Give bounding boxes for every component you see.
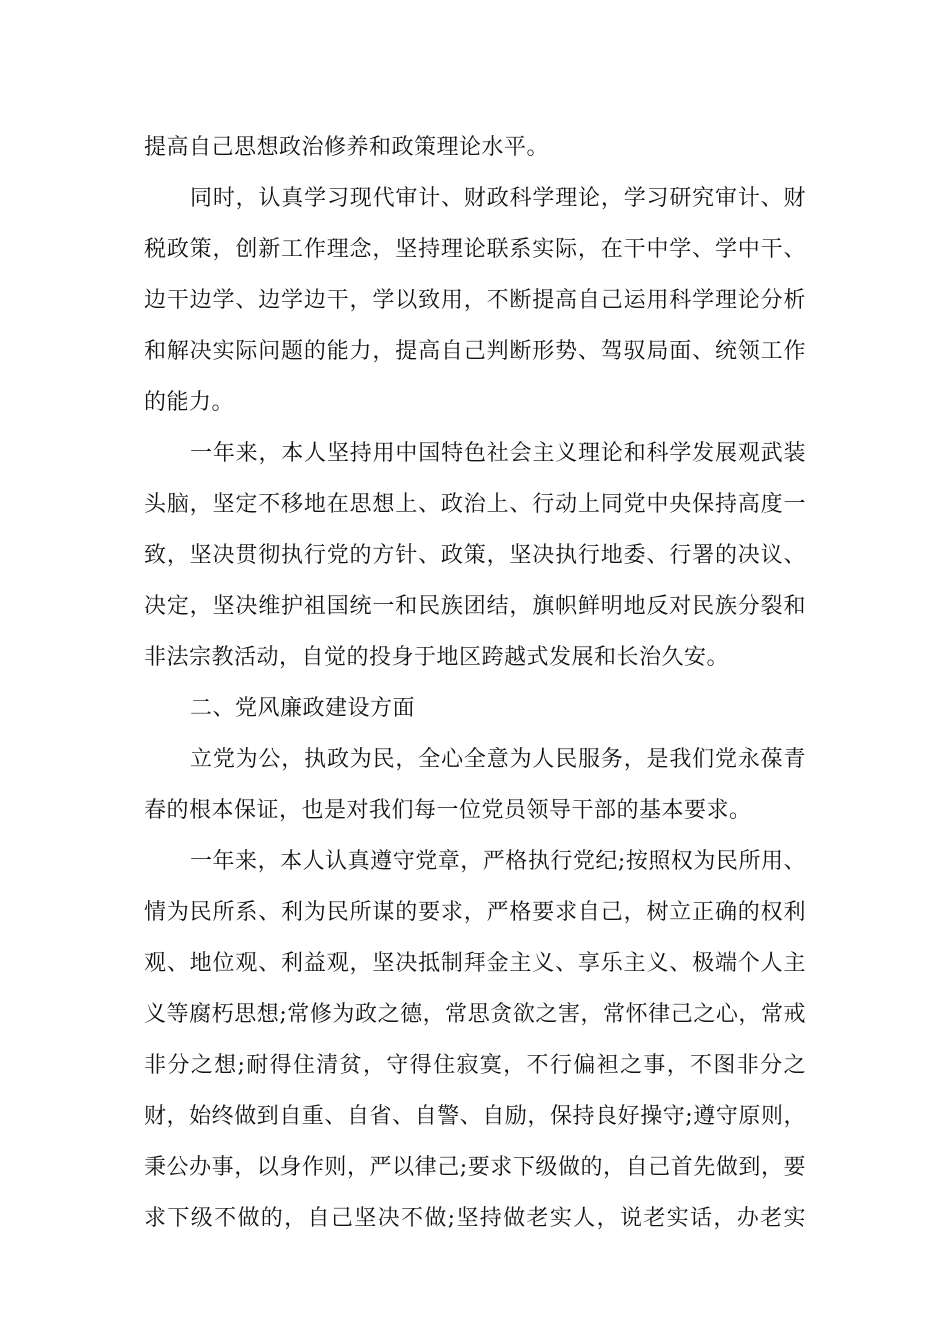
text-line: 和解决实际问题的能力，提高自己判断形势、驾驭局面、统领工作 bbox=[144, 339, 806, 364]
text-line: 一年来，本人认真遵守党章，严格执行党纪;按照权为民所用、 bbox=[190, 849, 806, 874]
text-line: 春的根本保证，也是对我们每一位党员领导干部的基本要求。 bbox=[144, 798, 752, 823]
text-line: 致，坚决贯彻执行党的方针、政策，坚决执行地委、行署的决议、 bbox=[144, 543, 806, 568]
text-line: 的能力。 bbox=[144, 390, 235, 415]
text-line: 决定，坚决维护祖国统一和民族团结，旗帜鲜明地反对民族分裂和 bbox=[144, 594, 806, 619]
text-line: 求下级不做的，自己坚决不做;坚持做老实人，说老实话，办老实 bbox=[144, 1206, 806, 1231]
text-line: 税政策，创新工作理念，坚持理论联系实际，在干中学、学中干、 bbox=[144, 237, 806, 262]
text-line: 非法宗教活动，自觉的投身于地区跨越式发展和长治久安。 bbox=[144, 645, 730, 670]
text-line: 情为民所系、利为民所谋的要求，严格要求自己，树立正确的权利 bbox=[144, 900, 806, 925]
text-line: 头脑，坚定不移地在思想上、政治上、行动上同党中央保持高度一 bbox=[144, 492, 806, 517]
document-page bbox=[144, 122, 806, 1244]
section-heading: 二、党风廉政建设方面 bbox=[190, 696, 416, 721]
text-line: 立党为公，执政为民，全心全意为人民服务，是我们党永葆青 bbox=[190, 747, 806, 772]
text-line: 非分之想;耐得住清贫，守得住寂寞，不行偏袒之事，不图非分之 bbox=[144, 1053, 806, 1078]
text-line: 提高自己思想政治修养和政策理论水平。 bbox=[144, 135, 550, 160]
text-line: 观、地位观、利益观，坚决抵制拜金主义、享乐主义、极端个人主 bbox=[144, 951, 806, 976]
text-line: 边干边学、边学边干，学以致用，不断提高自己运用科学理论分析 bbox=[144, 288, 806, 313]
text-line: 财，始终做到自重、自省、自警、自励，保持良好操守;遵守原则， bbox=[144, 1104, 806, 1129]
text-line: 同时，认真学习现代审计、财政科学理论，学习研究审计、财 bbox=[190, 186, 806, 211]
text-line: 秉公办事，以身作则，严以律己;要求下级做的，自己首先做到，要 bbox=[144, 1155, 806, 1180]
text-line: 一年来，本人坚持用中国特色社会主义理论和科学发展观武装 bbox=[190, 441, 806, 466]
text-line: 义等腐朽思想;常修为政之德，常思贪欲之害，常怀律己之心，常戒 bbox=[144, 1002, 806, 1027]
